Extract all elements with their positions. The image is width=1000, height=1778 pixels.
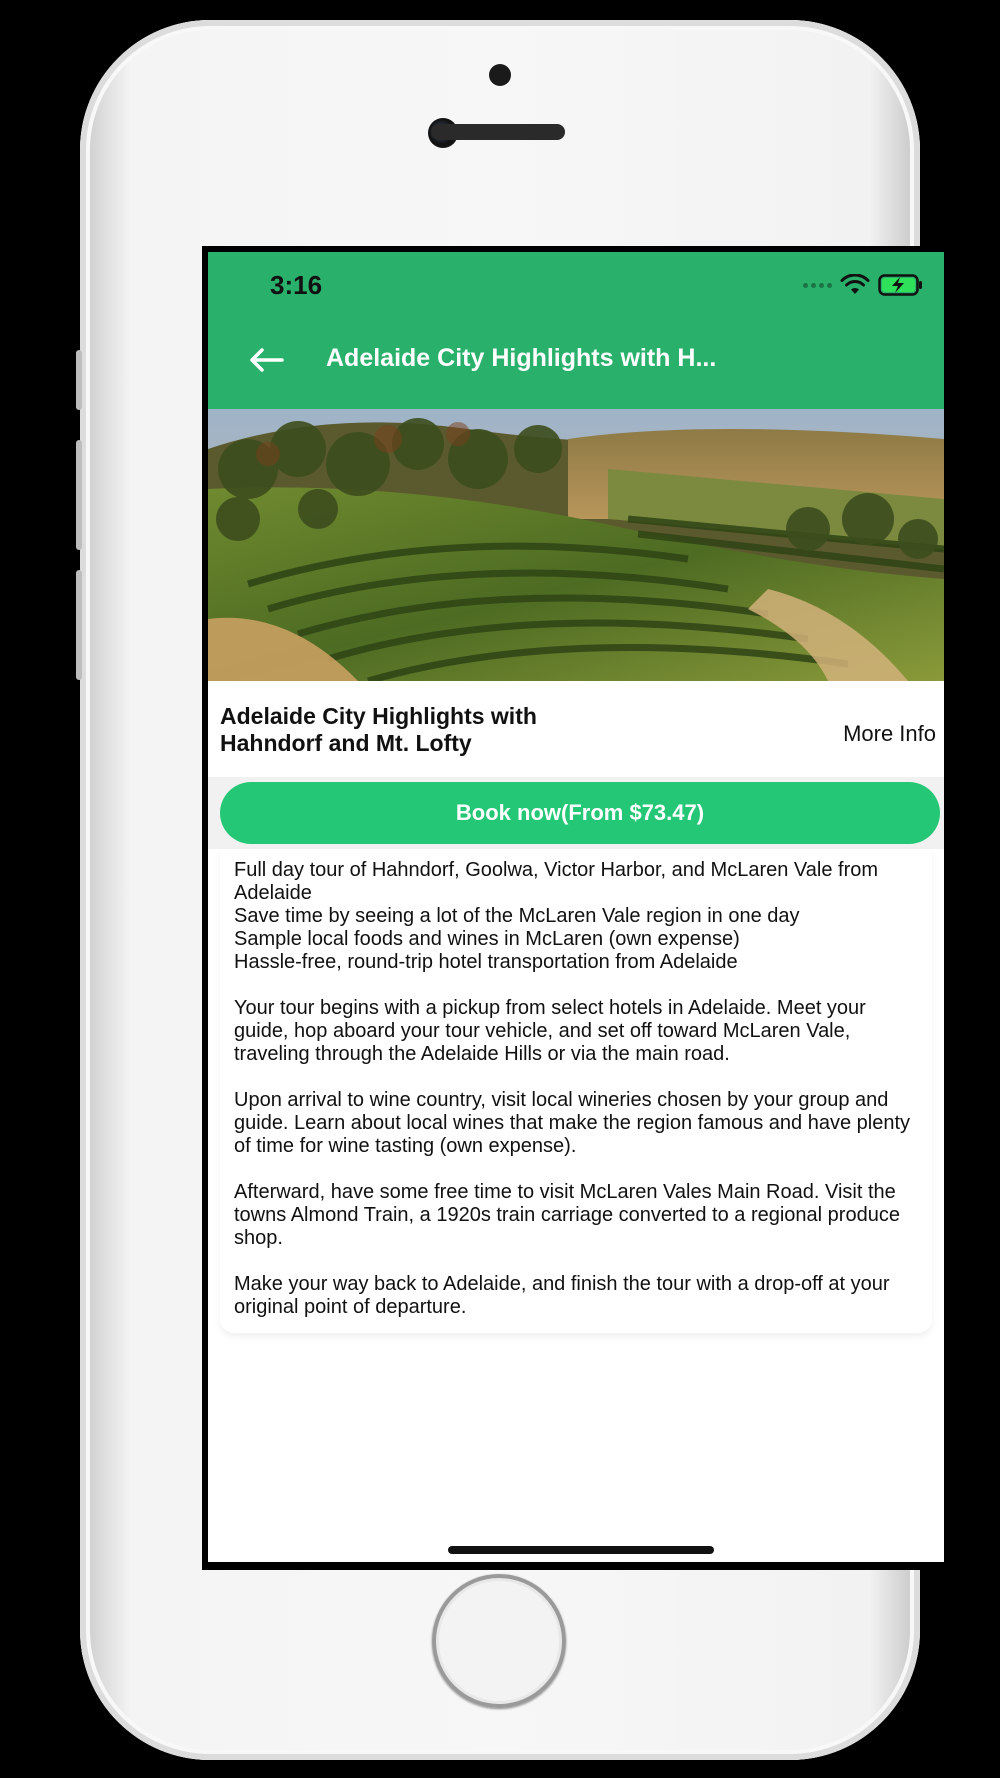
description-paragraph: Your tour begins with a pickup from select hotels in Adelaide. Meet your guide, hop aboard your tour vehicle, and set off toward McLaren Vale, traveling through the Adelaide Hills or via the main road. [234, 997, 866, 1065]
tour-header [208, 681, 944, 777]
description-paragraph: Upon arrival to wine country, visit local wineries chosen by your group and guide. Learn about local wines that make the region famous and have plenty of time for wine tasting (own expense). [234, 1089, 910, 1157]
description-paragraph: Afterward, have some free time to visit McLaren Vales Main Road. Visit the towns Almond Train, a 1920s train carriage converted to a regional produce shop. [234, 1181, 900, 1249]
mute-switch [76, 350, 82, 410]
app-screen [208, 252, 944, 1562]
description-paragraph: Make your way back to Adelaide, and finish the tour with a drop-off at your original point of departure. [234, 1273, 890, 1318]
battery-charging-icon [878, 274, 924, 296]
volume-down-button [76, 570, 82, 680]
description-card [220, 849, 932, 1333]
screen [202, 246, 952, 1570]
app-header [208, 252, 944, 409]
tour-name: Adelaide City Highlights with Hahndorf and Mt. Lofty [220, 703, 537, 756]
cellular-signal-icon [803, 283, 832, 288]
description-highlights: Full day tour of Hahndorf, Goolwa, Victor Harbor, and McLaren Vale from Adelaide Save time by seeing a lot of the McLaren Vale region in one day Sample local foods and wines in McLaren (own expense) Hassle-free, round-trip hotel transportation from Adelaide [234, 859, 879, 973]
home-button[interactable] [432, 1574, 566, 1708]
phone-frame [80, 20, 936, 1760]
volume-up-button [76, 440, 82, 550]
page-title: Adelaide City Highlights with H... [326, 344, 717, 372]
status-icons [803, 274, 924, 296]
more-info-link[interactable]: More Info [843, 721, 936, 746]
status-time: 3:16 [270, 270, 323, 300]
book-strip [208, 777, 944, 849]
proximity-sensor [489, 64, 511, 86]
book-now-button[interactable]: Book now(From $73.47) [220, 782, 940, 844]
description-section [208, 849, 944, 1562]
home-indicator[interactable] [448, 1546, 714, 1554]
back-arrow-icon[interactable] [246, 346, 286, 374]
earpiece-speaker [431, 124, 565, 140]
tour-hero-image [208, 409, 944, 681]
wifi-icon [840, 274, 870, 296]
